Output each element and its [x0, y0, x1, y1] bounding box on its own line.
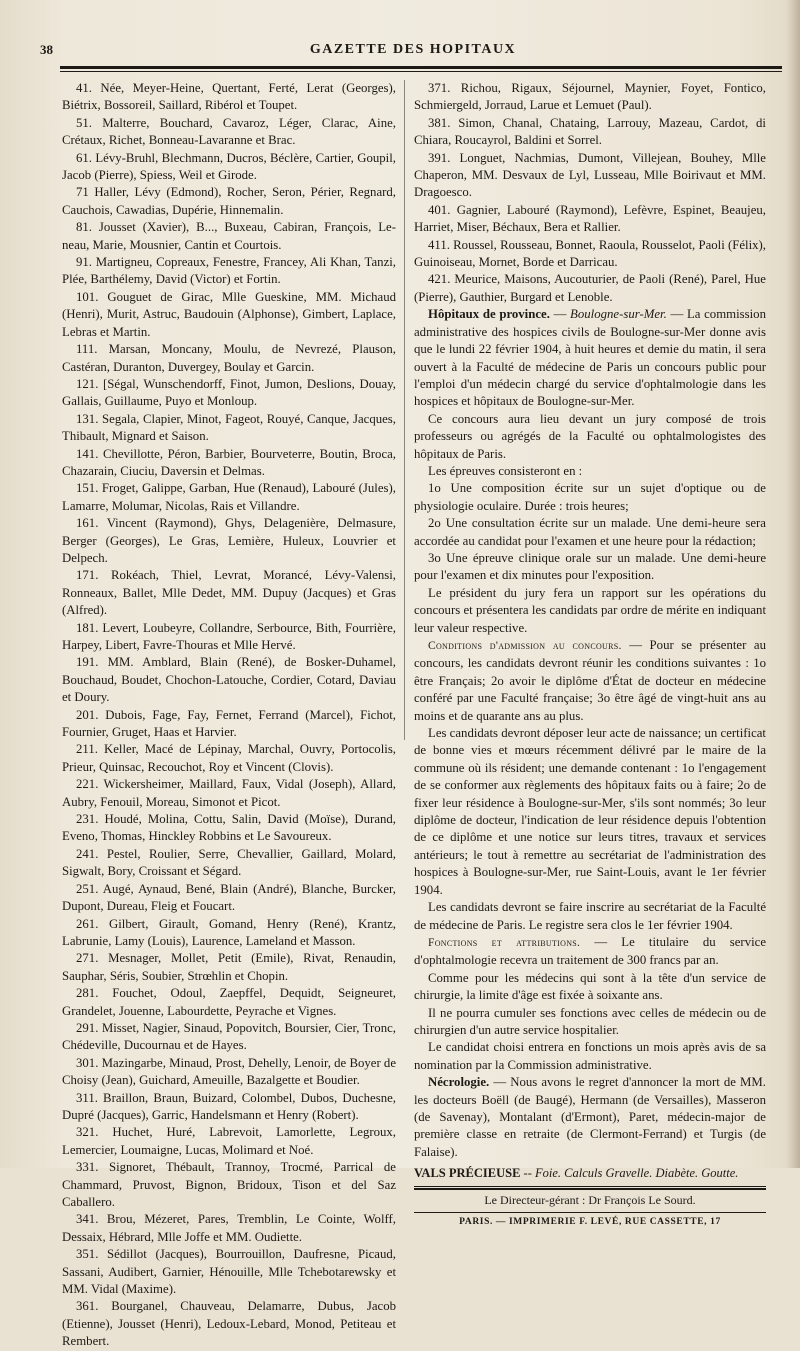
list-entry: 411. Roussel, Rousseau, Bonnet, Raoula, Rousselot, Paoli (Félix), Guinoiseau, Mornet, Borde et Darricau.: [414, 237, 766, 270]
list-entry: 341. Brou, Mézeret, Pares, Tremblin, Le Cointe, Wolff, Dessaix, Hébrard, Mlle Joffe et MM. Oudiette.: [62, 1212, 396, 1244]
footer-rule-thick: [414, 1188, 766, 1190]
list-entry: 261. Gilbert, Girault, Gomand, Henry (René), Krantz, Labrunie, Lamy (Louis), Laurence, Lameland et Masson.: [62, 916, 396, 948]
hopitaux-paragraph: Hôpitaux de province. — Boulogne-sur-Mer. — La commission administrative des hospices civils de Boulogne-sur-Mer donne avis que le lundi 22 février 1904, à huit heures et demie du matin, il sera ouvert à la Faculté de médecine de Paris un concours public pour l'emploi d'un médecin chargé du service d'ophtalmologie dans les hospices et hôpitaux de Boulogne-sur-Mer.: [414, 307, 766, 409]
list-entry: 321. Huchet, Huré, Labrevoit, Lamorlette, Legroux, Lemercier, Loumaigne, Lucas, Molimard et Noé.: [62, 1125, 396, 1157]
list-entry: 251. Augé, Aynaud, Bené, Blain (André), Blanche, Burcker, Dupont, Dureau, Fleig et Foucart.: [62, 881, 396, 914]
page-number: 38: [40, 42, 53, 57]
fonctions-text: — Le titulaire du service d'ophtalmologie recevra un traitement de 300 francs par an.: [414, 934, 767, 968]
list-entry: 81. Jousset (Xavier), B..., Buxeau, Cabiran, François, Le-neau, Marie, Mousnier, Cantin et Courtois.: [62, 220, 396, 252]
list-entry: 41. Née, Meyer-Heine, Quertant, Ferté, Lerat (Georges), Biétrix, Bossoreil, Saillard, Ribérol et Toupet.: [62, 81, 396, 113]
list-entry: 361. Bourganel, Chauveau, Delamarre, Dubus, Jacob (Etienne), Jousset (Henri), Ledoux-Lebard, Monod, Petiteau et Rembert.: [62, 1299, 396, 1349]
list-entry: 391. Longuet, Nachmias, Dumont, Villejean, Bouhey, Mlle Chaperon, MM. Desvaux de Lyl, Lusseau, Mlle Boirivaut et MM. Dragoesco.: [414, 150, 766, 200]
list-entry: 91. Martigneu, Copreaux, Fenestre, Francey, Ali Khan, Tanzi, Plée, Barthélemy, David (Victor) et Fortin.: [62, 255, 396, 287]
epreuve-2: 2o Une consultation écrite sur un malade. Une demi-heure sera accordée au candidat pour l'examen et une heure pour la rédaction;: [414, 516, 766, 548]
list-entry: 61. Lévy-Bruhl, Blechmann, Ducros, Béclère, Cartier, Goupil, Jacob (Pierre), Spiess, Weil et Girode.: [62, 150, 396, 183]
epreuves-paragraph: Les épreuves consisteront en :: [428, 463, 583, 478]
hopitaux-heading: Hôpitaux de province.: [428, 307, 550, 322]
list-entry: 281. Fouchet, Odoul, Zaepffel, Dequidt, Seigneuret, Grandelet, Jouenne, Labourdette, Peyrache et Vignes.: [62, 986, 396, 1018]
comme-paragraph: Comme pour les médecins qui sont à la tête d'un service de chirurgie, la limite d'âge est fixée à soixante ans.: [414, 970, 766, 1003]
epreuve-3: 3o Une épreuve clinique orale sur un malade. Une demi-heure pour l'examen et dix minutes pour l'exposition.: [414, 550, 766, 583]
footer-rule: [414, 1186, 766, 1187]
list-entry: 161. Vincent (Raymond), Ghys, Delagenière, Delmasure, Berger (Georges), Le Gras, Lemière, Huleux, Louvrier et Delpech.: [62, 516, 396, 565]
conditions-paragraph: [414, 637, 766, 725]
list-entry: 371. Richou, Rigaux, Séjournel, Maynier, Foyet, Fontico, Schmiergeld, Jorraud, Larue et Lemuet (Paul).: [414, 81, 766, 113]
cumuler-paragraph: Il ne pourra cumuler ses fonctions avec celles de médecin ou de chirurgien d'un autre service hospitalier.: [414, 1005, 766, 1037]
list-entry: 181. Levert, Loubeyre, Collandre, Serbource, Bith, Fourrière, Harpey, Libert, Favre-Thouras et Mlle Hervé.: [62, 620, 396, 652]
footer-rule-2: [414, 1212, 766, 1213]
candidat-paragraph: Le candidat choisi entrera en fonctions un mois après avis de sa nomination par la Commission administrative.: [414, 1040, 766, 1072]
list-entry: 311. Braillon, Braun, Buizard, Colombel, Dubos, Duchesne, Dupré (Jacques), Garric, Handelsmann et Henry (Robert).: [62, 1090, 396, 1122]
president-paragraph: Le président du jury fera un rapport sur les opérations du concours et présentera les candidats par ordre de mérite en indiquant leur valeur respective.: [414, 585, 766, 635]
list-entry: 351. Sédillot (Jacques), Bourrouillon, Daufresne, Picaud, Sassani, Audibert, Garnier, Hénouille, Mlle Tchebotarewsky et MM. Vidal (Maxime).: [62, 1247, 396, 1297]
fonctions-heading: Fonctions et attributions.: [428, 936, 581, 949]
fonctions-paragraph: [414, 934, 766, 970]
page-header: [36, 40, 790, 62]
ad-name: VALS PRÉCIEUSE: [414, 1166, 521, 1181]
journal-title: GAZETTE DES HOPITAUX: [309, 42, 517, 57]
list-entry: 71 Haller, Lévy (Edmond), Rocher, Seron, Périer, Regnard, Cauchois, Cawadias, Dupérie, Hinnemalin.: [62, 185, 396, 217]
list-entry: 201. Dubois, Fage, Fay, Fernet, Ferrand (Marcel), Fichot, Fournier, Gruget, Haas et Harvier.: [62, 707, 396, 740]
epreuve-1: 1o Une composition écrite sur un sujet d'optique ou de physiologie oculaire. Durée : trois heures;: [414, 481, 766, 513]
list-entry: 421. Meurice, Maisons, Aucouturier, de Paoli (René), Parel, Hue (Pierre), Gauthier, Burgard et Lenoble.: [414, 272, 766, 304]
hopitaux-text: La commission administrative des hospices civils de Boulogne-sur-Mer donne avis que le lundi 22 février 1904, à huit heures et demie du matin, il sera ouvert à la Faculté de médecine de Paris un concours public pour l'emploi d'un médecin chargé du service d'ophtalmologie dans les hospices et hôpitaux de Boulogne-sur-Mer.: [414, 307, 766, 409]
list-entry: 381. Simon, Chanal, Chataing, Larrouy, Mazeau, Cardot, di Chiara, Roucayrol, Baldini et Sorrel.: [414, 115, 766, 148]
header-rule-thin: [60, 71, 782, 72]
list-entry: 131. Segala, Clapier, Minot, Fageot, Rouyé, Canque, Jacques, Thibault, Mignard et Saison.: [62, 411, 396, 444]
list-entry: 241. Pestel, Roulier, Serre, Chevallier, Gaillard, Molard, Sigwalt, Bory, Croissant et Ségard.: [62, 846, 396, 879]
list-entry: 331. Signoret, Thébault, Trannoy, Trocmé, Parrical de Chammard, Pruvost, Bignon, Bridoux, Tison et del Saz Caballero.: [62, 1160, 396, 1209]
list-entry: 301. Mazingarbe, Minaud, Prost, Dehelly, Lenoir, de Boyer de Choisy (Jean), Guichard, Ameuille, Bazalgette et Boudier.: [62, 1055, 396, 1088]
right-column: [414, 80, 766, 1231]
list-entry: 111. Marsan, Moncany, Moulu, de Nevrezé, Plauson, Castéran, Duranton, Duvergey, Boulay et Garcin.: [62, 342, 396, 374]
list-entry: 171. Rokéach, Thiel, Levrat, Morancé, Lévy-Valensi, Ronneaux, Ballet, Mlle Dedet, MM. Dupuy (Jacques) et Gras (Alfred).: [62, 568, 396, 618]
necrologie-heading: Nécrologie.: [428, 1075, 490, 1090]
deposer-paragraph: Les candidats devront déposer leur acte de naissance; un certificat de bonne vies et mœurs récemment délivré par le maire de la commune où ils résident; une demande contenant : 1o l'engagement de se conformer aux règlements des hôpitaux faits ou à faire; 2o de fixer leur résidence à Boulogne-sur-Mer, s'ils sont nommés; 3o leur diplôme de docteur, l'indication de leur résidence depuis l'obtention de ce diplôme et une notice sur leurs titres, travaux et services antérieurs; le tout à remettre au secrétariat de l'administration des hospices à Boulogne-sur-Mer, rue Saint-Louis, avant le 1er février 1904.: [414, 726, 766, 897]
ad-text: -- Foie. Calculs Gravelle. Diabète. Goutte.: [523, 1166, 739, 1181]
list-entry: 221. Wickersheimer, Maillard, Faux, Vidal (Joseph), Allard, Aubry, Fenouil, Moreau, Simonot et Picot.: [62, 777, 396, 809]
list-entry: 141. Chevillotte, Péron, Barbier, Bourveterre, Boutin, Broca, Chazarain, Ciuciu, Daversin et Delmas.: [62, 446, 396, 478]
header-rule-thick: [60, 66, 782, 69]
list-entry: 271. Mesnager, Mollet, Petit (Emile), Rivat, Renaudin, Sauphar, Séris, Soubier, Strœhlin et Chopin.: [62, 951, 396, 983]
list-entry: 291. Misset, Nagier, Sinaud, Popovitch, Boursier, Cier, Tronc, Chédeville, Ducournau et de Hayes.: [62, 1020, 396, 1053]
printer-line: PARIS. — IMPRIMERIE F. LEVÉ, RUE CASSETTE, 17: [459, 1217, 721, 1227]
conditions-heading: Conditions d'admission au concours.: [428, 640, 622, 652]
column-divider: [404, 80, 405, 740]
hopitaux-place: Boulogne-sur-Mer.: [570, 307, 667, 322]
conditions-text: — Pour se présenter au concours, les candidats devront réunir les conditions suivantes : 1o être Français; 2o avoir le diplôme d'État de docteur en médecine conféré par une Faculté française; 3o être âgé de vingt-huit ans au moins et de quarante ans au plus.: [414, 638, 766, 723]
left-column: [62, 80, 396, 1351]
list-entry: 401. Gagnier, Labouré (Raymond), Lefèvre, Espinet, Beaujeu, Harriet, Miser, Béchaux, Bera et Rallier.: [414, 202, 766, 235]
inscrire-paragraph: Les candidats devront se faire inscrire au secrétariat de la Faculté de médecine de Paris. Le registre sera clos le 1er février 1904.: [414, 900, 766, 932]
list-entry: 51. Malterre, Bouchard, Cavaroz, Léger, Clarac, Aine, Crétaux, Richet, Bonneau-Lavaranne et Brac.: [62, 115, 396, 148]
list-entry: 121. [Ségal, Wunschendorff, Finot, Jumon, Deslions, Douay, Gallais, Guillaume, Puyo et Monloup.: [62, 376, 396, 409]
editor-line: Le Directeur-gérant : Dr François Le Sourd.: [484, 1192, 696, 1207]
necrologie-paragraph: [414, 1074, 766, 1161]
page-edge-shadow: [786, 0, 800, 1168]
list-entry: 191. MM. Amblard, Blain (René), de Bosker-Duhamel, Bouchaud, Boudet, Chochon-Latouche, Cordier, Cotard, Daviau et Doury.: [62, 655, 396, 705]
jury-paragraph: Ce concours aura lieu devant un jury composé de trois professeurs ou agrégés de la Faculté ou ophtalmologistes des hôpitaux de Paris.: [414, 411, 766, 461]
list-entry: 211. Keller, Macé de Lépinay, Marchal, Ouvry, Portocolis, Prieur, Quinsac, Recouchot, Roy et Vincent (Clovis).: [62, 742, 396, 774]
list-entry: 151. Froget, Galippe, Garban, Hue (Renaud), Labouré (Jules), Lamarre, Molumar, Nicolas, Rais et Villandre.: [62, 481, 396, 513]
necrologie-text: — Nous avons le regret d'annoncer la mort de MM. les docteurs Boëll (de Baugé), Hermann (de Versailles), Masseron (de Savenay), Montalant (d'Ermont), Paret, médecin-major de première classe en retraite (de Clermont-Ferrand) et Turgis (de Falaise).: [414, 1075, 767, 1159]
list-entry: 101. Gouguet de Girac, Mlle Gueskine, MM. Michaud (Henri), Murit, Astruc, Baudouin (Alphonse), Gimbert, Laplace, Lebras et Martin.: [62, 289, 396, 339]
list-entry: 231. Houdé, Molina, Cottu, Salin, David (Moïse), Durand, Eveno, Thomas, Hinckley Robbins et Le Savoureux.: [62, 812, 396, 844]
